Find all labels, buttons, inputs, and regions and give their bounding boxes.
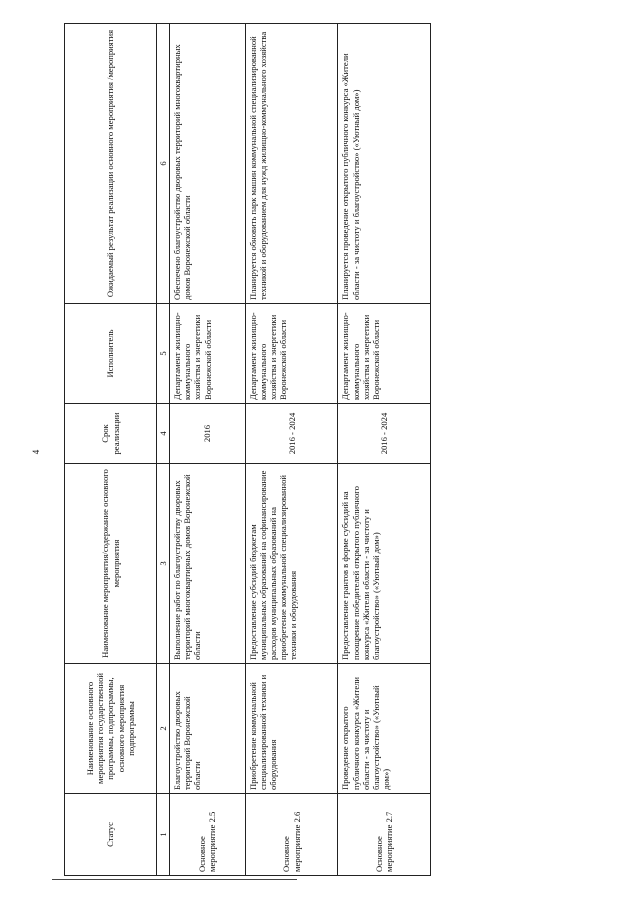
header-term: Срок реализации	[65, 404, 157, 464]
row-name: Проведение открытого публичного конкурса «Жители области - за чистоту и благоустройство» («Уютный дом»)	[338, 664, 431, 794]
page-number: 4	[31, 449, 41, 455]
measures-table	[64, 23, 431, 876]
row-term: 2016 - 2024	[245, 404, 338, 464]
header-content: Наименование мероприятия/содержание основного мероприятия	[65, 464, 157, 664]
column-number: 2	[157, 664, 170, 794]
table-row	[338, 24, 431, 876]
header-name: Наименование основного мероприятия государственной программы, подпрограммы, основного мероприятия подпрограммы	[65, 664, 157, 794]
row-name: Приобретение коммунальной специализированной техники и оборудования	[245, 664, 338, 794]
row-name: Благоустройство дворовых территорий Воронежской области	[170, 664, 246, 794]
row-result: Обеспечено благоустройство дворовых территорий многоквартирных домов Воронежской области	[170, 24, 246, 304]
row-content: Предоставление грантов в форме субсидий на поощрение победителей открытого публичного конкурса «Жители области - за чистоту и благоустройство» («Уютный дом»)	[338, 464, 431, 664]
column-number: 3	[157, 464, 170, 664]
row-executor: Департамент жилищно-коммунального хозяйства и энергетики Воронежской области	[245, 304, 338, 404]
row-status: Основное мероприятие 2.7	[338, 794, 431, 876]
row-result: Планируется проведение открытого публичного конкурса «Жители области - за чистоту и благоустройство» («Уютный дом»)	[338, 24, 431, 304]
row-content: Выполнение работ по благоустройству дворовых территорий многоквартирных домов Воронежской области	[170, 464, 246, 664]
header-status: Статус	[65, 794, 157, 876]
column-number-row	[157, 24, 170, 876]
column-number: 5	[157, 304, 170, 404]
row-result: Планируется обновить парк машин коммунальной специализированной техникой и оборудованием для нужд жилищно-коммунального хозяйства	[245, 24, 338, 304]
row-content: Предоставление субсидий бюджетам муниципальных образований на софинансирование расходов муниципальных образований на приобретение коммунальной специализированной техники и оборудования	[245, 464, 338, 664]
header-result: Ожидаемый результат реализации основного мероприятия /мероприятия	[65, 24, 157, 304]
header-executor: Исполнитель	[65, 304, 157, 404]
row-status: Основное мероприятие 2.5	[170, 794, 246, 876]
row-status: Основное мероприятие 2.6	[245, 794, 338, 876]
footer-rule	[52, 879, 297, 880]
table-row	[170, 24, 246, 876]
column-number: 4	[157, 404, 170, 464]
row-term: 2016	[170, 404, 246, 464]
column-number: 6	[157, 24, 170, 304]
table-row	[245, 24, 338, 876]
row-executor: Департамент жилищно-коммунального хозяйства и энергетики Воронежской области	[170, 304, 246, 404]
column-number: 1	[157, 794, 170, 876]
rotated-table-container	[64, 24, 431, 876]
row-term: 2016 - 2024	[338, 404, 431, 464]
table-header-row	[65, 24, 157, 876]
row-executor: Департамент жилищно-коммунального хозяйства и энергетики Воронежской области	[338, 304, 431, 404]
